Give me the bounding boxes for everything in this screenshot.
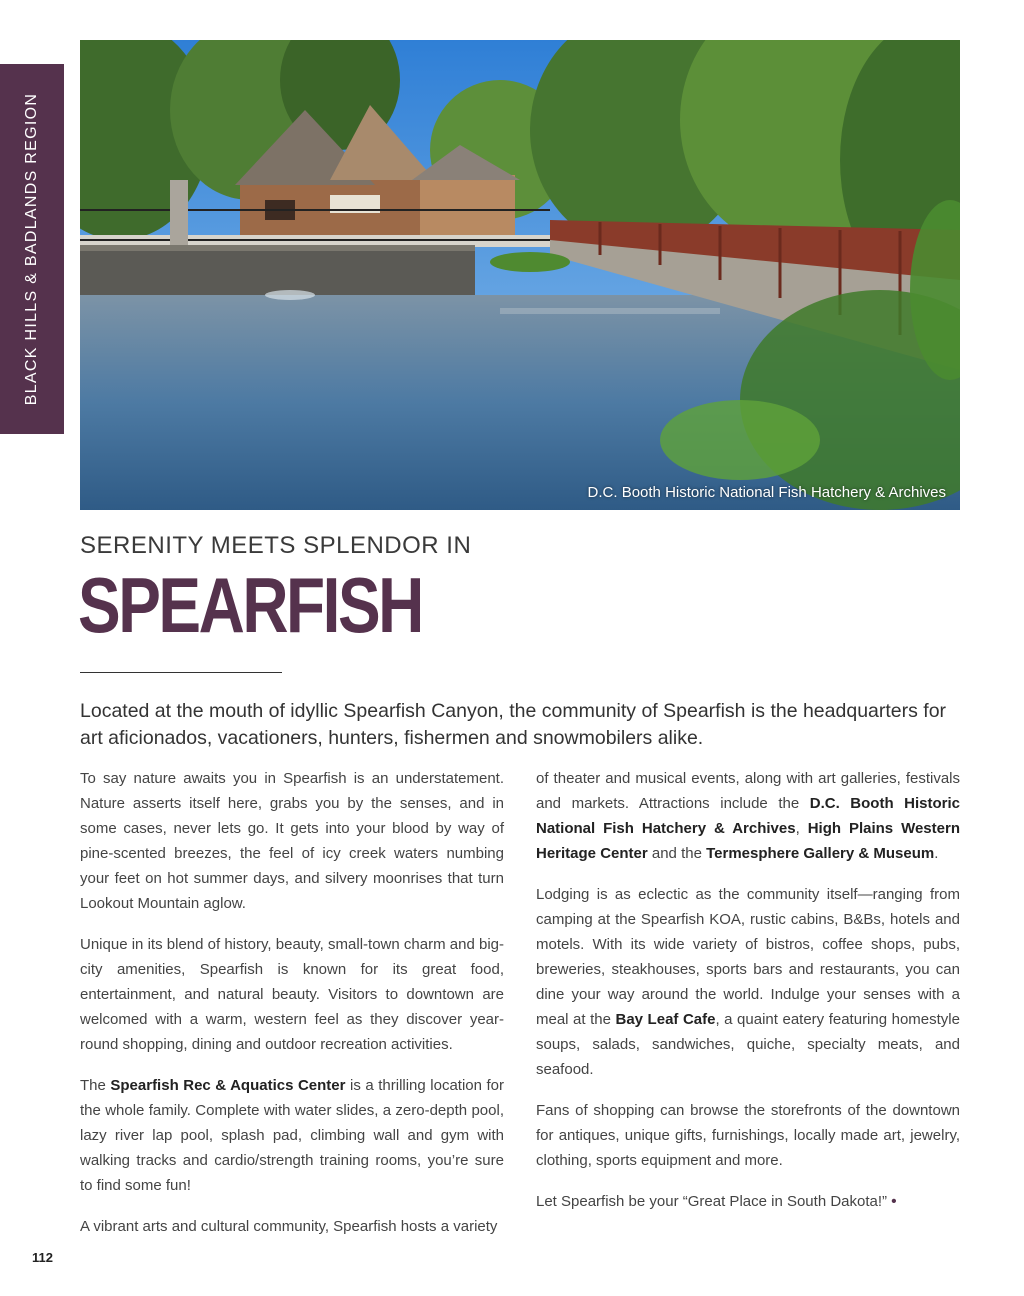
region-label: BLACK HILLS & BADLANDS REGION [23,92,40,406]
article-column-left [80,766,504,1255]
region-tab [0,64,64,434]
hatchery-scene-image [80,40,960,510]
intro-paragraph: Located at the mouth of idyllic Spearfish Canyon, the community of Spearfish is the headquarters for art aficionados, vacationers, hunters, fishermen and snowmobilers alike. [80,700,947,749]
article-paragraph: Let Spearfish be your “Great Place in South Dakota!” • [536,1193,897,1210]
restaurant-name: Bay Leaf Cafe [615,1011,716,1028]
end-mark-icon: • [891,1193,897,1210]
article-paragraph: A vibrant arts and cultural community, Spearfish hosts a variety [80,1218,498,1235]
venue-name: Spearfish Rec & Aquatics Center [110,1077,346,1094]
article-paragraph: Unique in its blend of history, beauty, small-town charm and big-city amenities, Spearfish is known for its great food, entertainment, and natural beauty. Visitors to downtown are welcomed with a warm, western feel as they discover year-round shopping, dining and outdoor recreation activities. [80,936,504,1053]
article-paragraph: To say nature awaits you in Spearfish is an understatement. Nature asserts itself here, grabs you by the senses, and in some cases, never lets go. It gets into your blood by way of pine-scented breezes, the feel of icy creek waters numbing your feet on hot summer days, and silvery moonrises that turn Lookout Mountain aglow. [80,770,504,912]
article-paragraph: The Spearfish Rec & Aquatics Center is a thrilling location for the whole family. Complete with water slides, a zero-depth pool, lazy river lap pool, splash pad, climbing wall and gym with walking tracks and cardio/strength training rooms, you’re sure to find some fun! [80,1077,504,1194]
article-paragraph-continued: of theater and musical events, along with art galleries, festivals and markets. Attractions include the D.C. Booth Historic National Fish Hatchery & Archives, High Plains Western Heritage Center and the Termesphere Gallery & Museum. [536,770,961,862]
article-paragraph: Fans of shopping can browse the storefronts of the downtown for antiques, unique gifts, furnishings, locally made art, jewelry, clothing, sports equipment and more. [536,1102,960,1169]
title-divider [80,672,282,673]
headline-kicker: SERENITY MEETS SPLENDOR IN [80,532,472,559]
article-column-right [536,766,960,1230]
hero-photo [80,40,960,510]
photo-caption: D.C. Booth Historic National Fish Hatchery & Archives [587,484,946,501]
article-paragraph: Lodging is as eclectic as the community itself—ranging from camping at the Spearfish KOA, rustic cabins, B&Bs, hotels and motels. With its wide variety of bistros, coffee shops, pubs, breweries, steakhouses, sports bars and restaurants, you can dine your way around the world. Indulge your senses with a meal at the Bay Leaf Cafe, a quaint eatery featuring homestyle soups, salads, sandwiches, quiche, specialty meats, and seafood. [536,886,960,1078]
page-title: SPEARFISH [78,561,422,649]
page-number: 112 [32,1250,53,1265]
